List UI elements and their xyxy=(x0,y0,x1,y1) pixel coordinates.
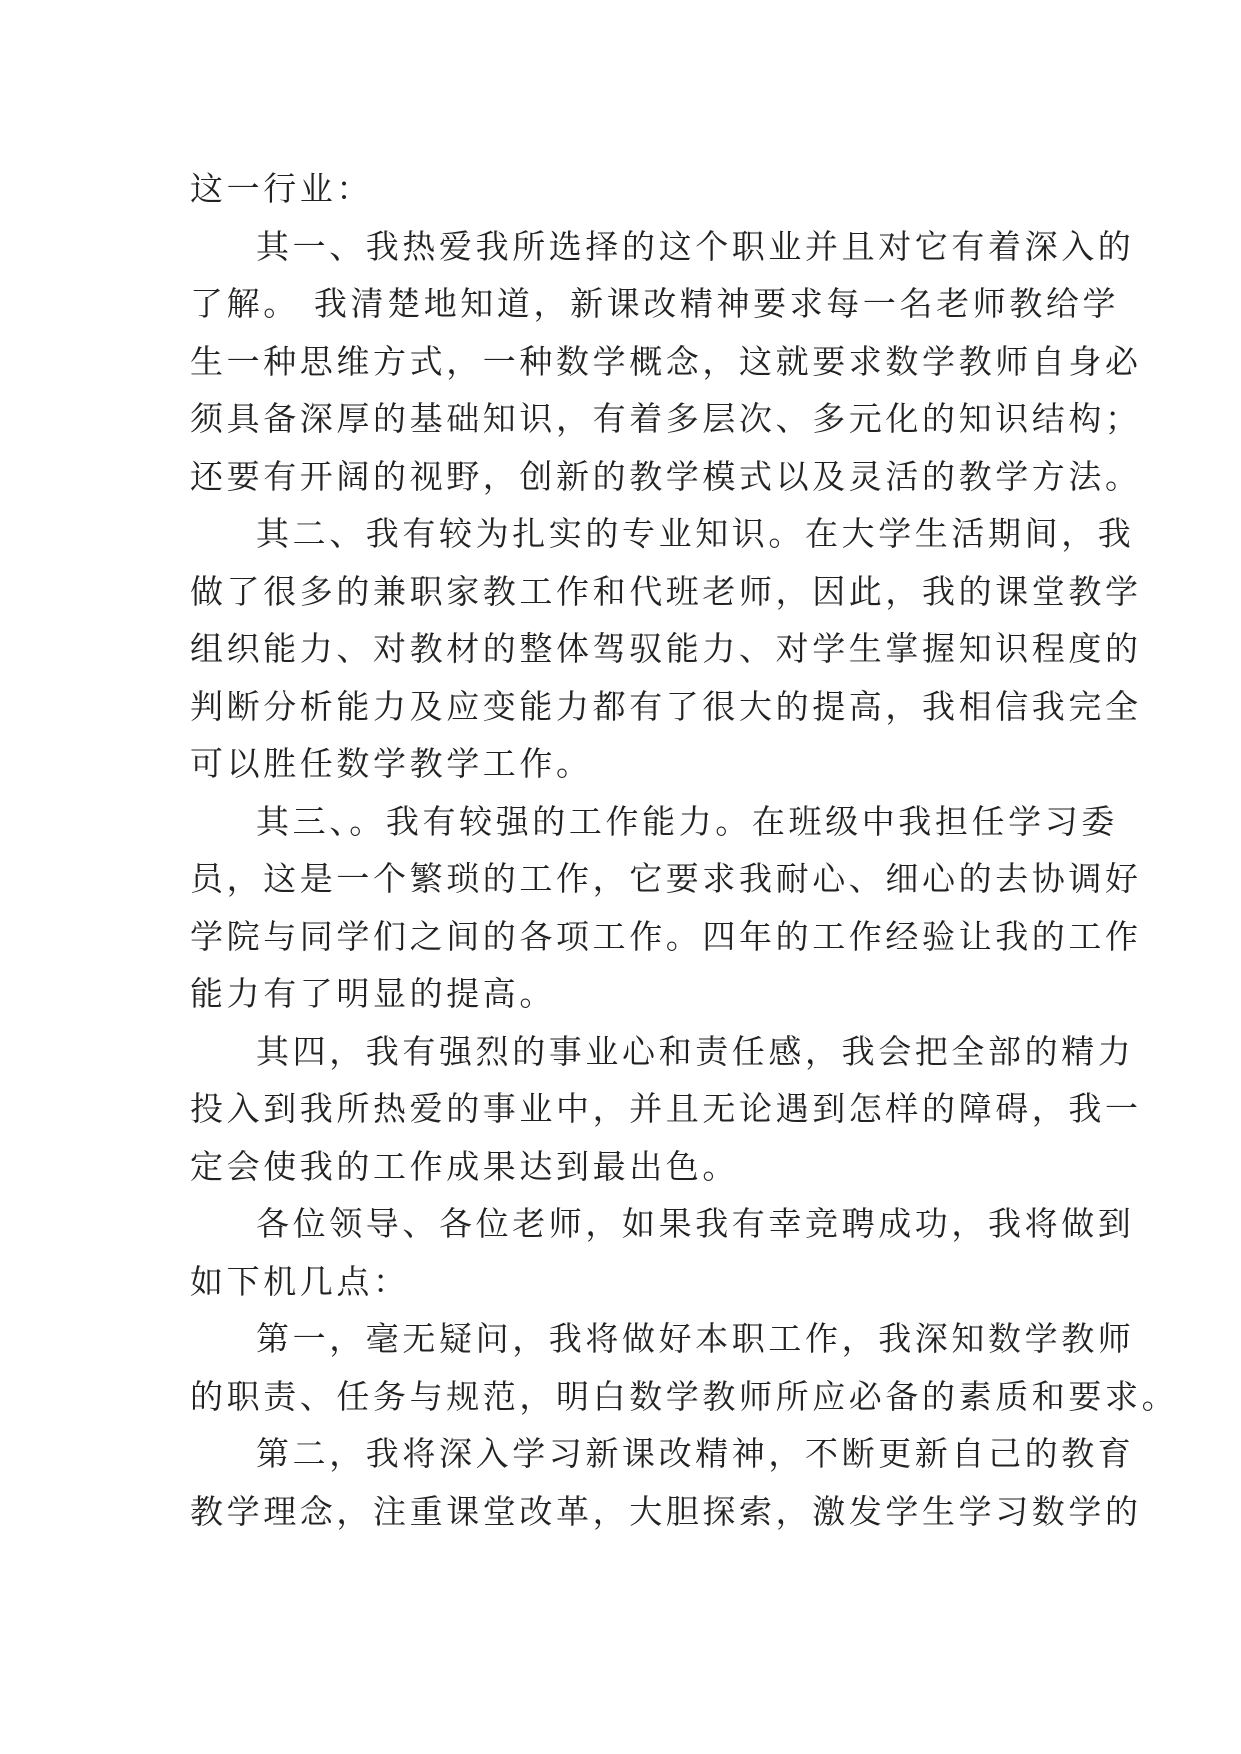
text-line: 员，这是一个繁琐的工作，它要求我耐心、细心的去协调好 xyxy=(190,859,1142,898)
paragraph-first-line: 其二、我有较为扎实的专业知识。在大学生活期间，我 xyxy=(256,514,1135,553)
text-line: 判断分析能力及应变能力都有了很大的提高，我相信我完全 xyxy=(190,686,1142,726)
paragraph-first-line: 第二，我将深入学习新课改精神，不断更新自己的教育 xyxy=(256,1434,1135,1473)
text-line: 做了很多的兼职家教工作和代班老师，因此，我的课堂教学 xyxy=(190,571,1142,611)
paragraph-first-line: 其三、。我有较强的工作能力。在班级中我担任学习委 xyxy=(256,801,1118,841)
paragraph-first-line: 其四，我有强烈的事业心和责任感，我会把全部的精力 xyxy=(256,1031,1135,1071)
text-line: 定会使我的工作成果达到最出色。 xyxy=(190,1146,739,1186)
text-line: 投入到我所热爱的事业中，并且无论遇到怎样的障碍，我一 xyxy=(190,1089,1142,1128)
text-line: 生一种思维方式，一种数学概念，这就要求数学教师自身必 xyxy=(190,341,1142,381)
text-line: 的职责、任务与规范，明白数学教师所应必备的素质和要求。 xyxy=(190,1376,1179,1416)
text-line: 可以胜任数学教学工作。 xyxy=(190,744,593,783)
text-line: 组织能力、对教材的整体驾驭能力、对学生掌握知识程度的 xyxy=(190,629,1142,668)
text-line: 能力有了明显的提高。 xyxy=(190,974,556,1013)
text-line: 了解。 我清楚地知道，新课改精神要求每一名老师教给学 xyxy=(190,284,1120,323)
text-line: 学院与同学们之间的各项工作。四年的工作经验让我的工作 xyxy=(190,916,1142,956)
text-line: 如下机几点： xyxy=(190,1261,410,1301)
text-line: 教学理念，注重课堂改革，大胆探索，激发学生学习数学的 xyxy=(190,1491,1142,1531)
document-body xyxy=(190,160,1179,1540)
paragraph-first-line: 各位领导、各位老师，如果我有幸竞聘成功，我将做到 xyxy=(256,1204,1135,1243)
paragraph-first-line: 其一、我热爱我所选择的这个职业并且对它有着深入的 xyxy=(256,226,1135,266)
text-line: 还要有开阔的视野，创新的教学模式以及灵活的教学方法。 xyxy=(190,456,1142,496)
paragraph-first-line: 第一，毫无疑问，我将做好本职工作，我深知数学教师 xyxy=(256,1319,1135,1358)
text-line: 须具备深厚的基础知识，有着多层次、多元化的知识结构； xyxy=(190,399,1142,438)
text-line: 这一行业： xyxy=(190,169,373,208)
